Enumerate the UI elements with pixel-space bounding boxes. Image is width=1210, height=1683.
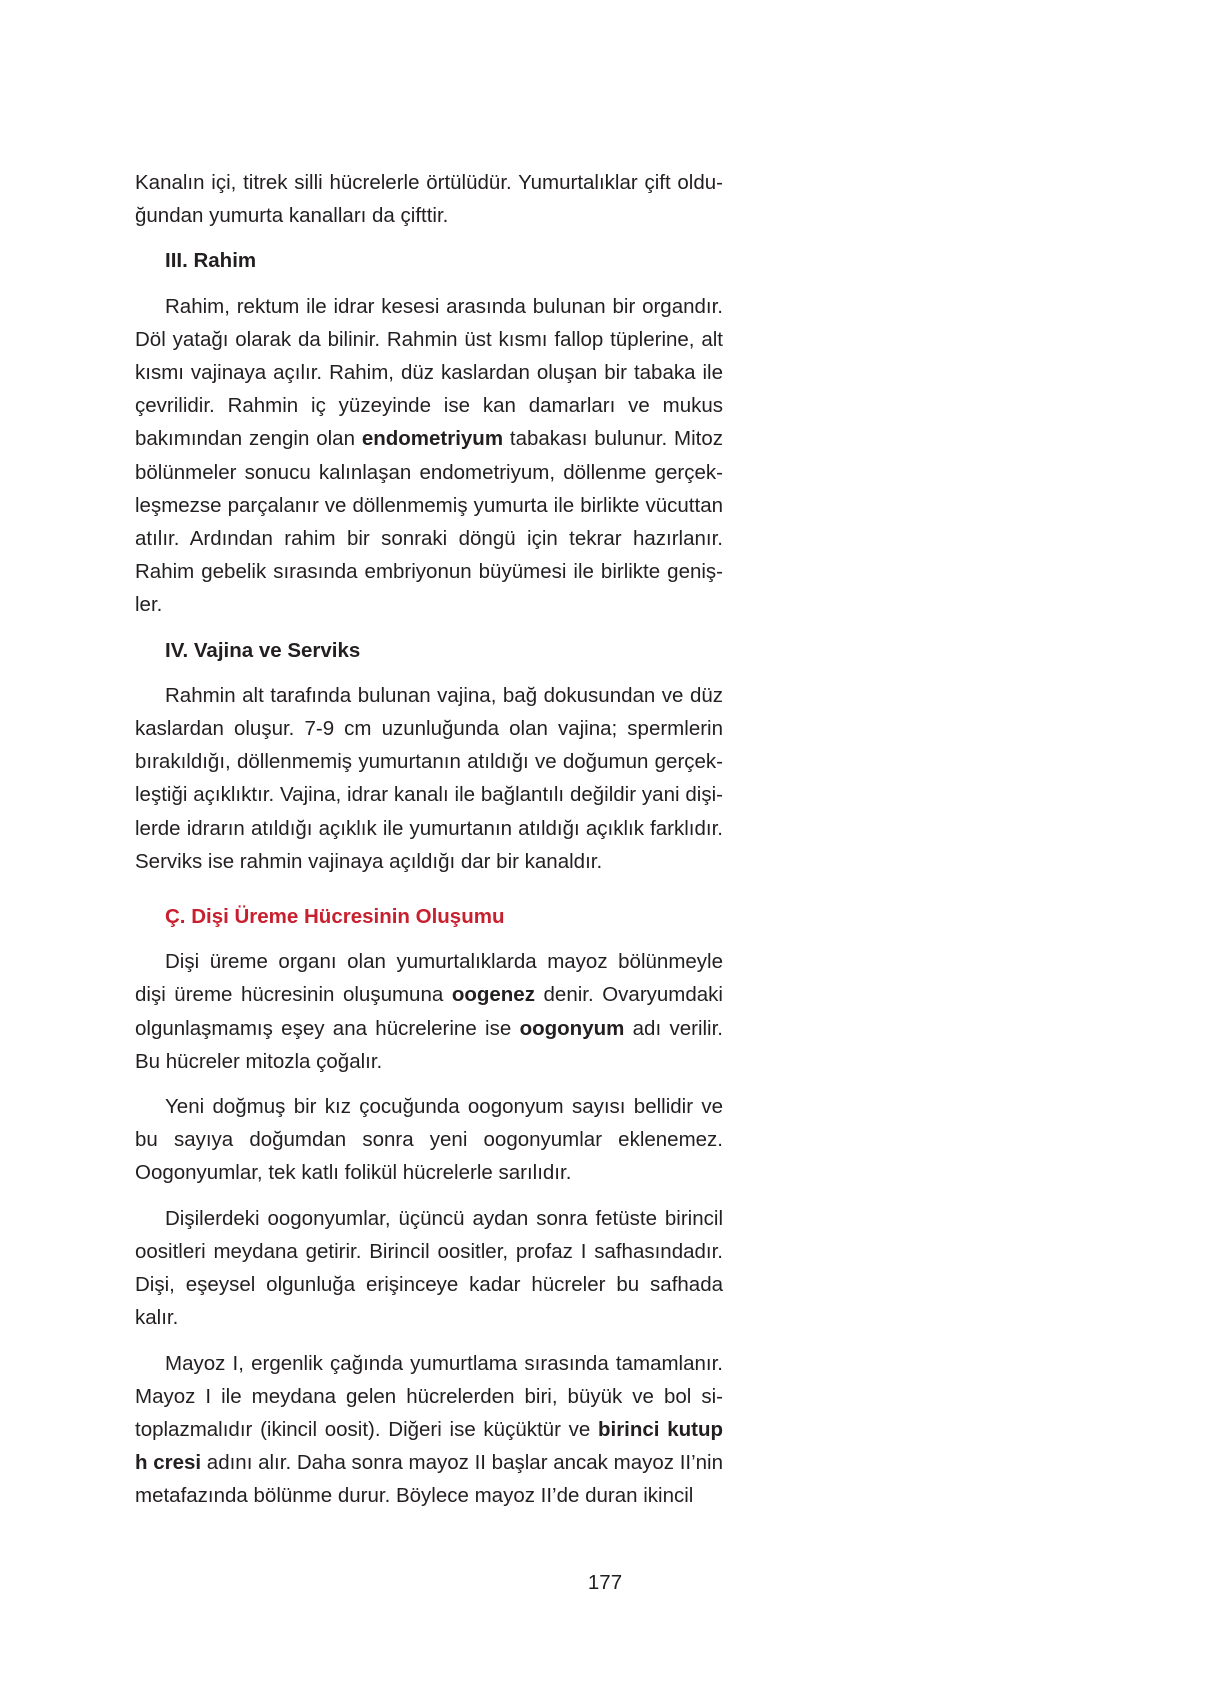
paragraph-vajina: Rahmin alt tarafında bulunan vajina, bağ dokusundan ve düz kaslardan oluşur. 7-9 cm uzunluğunda olan vajina; spermlerin bırakıldığı, döllenmemiş yumurtanın atıldığı ve doğumun gerçekleştiği açıklıktır. Vajina, idrar kanalı ile bağlantılı değildir yani dişilerde idrarın atıldığı açıklık ile yumurtanın atıldığı açıklık farklıdır. Serviks ise rahmin vajinaya açıldığı dar bir kanaldır. [135, 683, 723, 873]
paragraph-mayoz-text-b: adını alır. Daha sonra mayoz II başlar ancak mayoz II’nin metafazında bölünme durur. Böylece mayoz II’de duran ikincil [135, 1451, 723, 1508]
intro-paragraph: Kanalın içi, titrek silli hücrelerle örtülüdür. Yumurtalıklar çift olduğundan yumurta kanalları da çifttir. [135, 171, 723, 228]
paragraph-rahim-text-b: tabakası bulunur. Mitoz bölünmeler sonucu kalınlaşan endometriyum, döllenme gerçekleşmezse parçalanır ve döllenmemiş yumurta ile birlikte vücuttan atılır. Ardından rahim bir sonraki döngü için tekrar hazırlanır. Rahim gebelik sırasında embriyonun büyümesi ile birlikte genişler. [135, 427, 723, 617]
paragraph-oogenez-text-a: Dişi üreme organı olan yumurtalıklarda mayoz bölünmeyle dişi üreme hücresinin oluşumuna [135, 950, 723, 1007]
heading-rahim: III. Rahim [165, 249, 257, 273]
paragraph-oogenez-text-c: adı verilir. Bu hücreler mitozla çoğalır. [135, 1016, 724, 1073]
term-oogonyum: oogonyum [519, 1016, 625, 1040]
section-heading-disi-ureme: Ç. Dişi Üreme Hücresinin Oluşumu [165, 905, 505, 929]
heading-vajina-serviks: IV. Vajina ve Serviks [165, 638, 361, 662]
term-endometriyum: endometriyum [361, 427, 504, 451]
text-column [135, 166, 723, 1525]
paragraph-mayoz [135, 1347, 723, 1513]
term-birinci-kutup-hucresi: birinci kutup h cresi [135, 1417, 723, 1475]
paragraph-mayoz-text-a: Mayoz I, ergenlik çağında yumurtlama sırasında tamamlanır. Mayoz I ile meydana gelen hücrelerden biri, büyük ve bol sitoplazmalıdır (ikincil oosit). Diğeri ise küçüktür ve [135, 1351, 723, 1441]
paragraph-rahim-text-a: Rahim, rektum ile idrar kesesi arasında bulunan bir organdır. Döl yatağı olarak da bilinir. Rahmin üst kısmı fallop tüplerine, alt kısmı vajinaya açılır. Rahim, düz kaslardan oluşan bir tabaka ile çevrilidir. Rahmin iç yüzeyinde ise kan damarları ve mukus bakımından zengin olan [135, 294, 723, 451]
paragraph-oogenez-text-b: denir. Ovaryumdaki olgunlaşmamış eşey ana hücrelerine ise [135, 983, 723, 1040]
paragraph-oogenez [135, 945, 723, 1078]
paragraph-oogonyum-sayisi: Yeni doğmuş bir kız çocuğunda oogonyum sayısı bellidir ve bu sayıya doğumdan sonra yeni oogonyumlar eklenemez. Oogonyumlar, tek katlı folikül hücrelerle sarılıdır. [135, 1095, 723, 1185]
term-oogenez: oogenez [451, 983, 535, 1007]
page-number: 177 [587, 1571, 623, 1594]
paragraph-birincil-oosit: Dişilerdeki oogonyumlar, üçüncü aydan sonra fetüste birincil oositleri meydana getirir. Birincil oositler, profaz I safhasındadır. Dişi, eşeysel olgunluğa erişinceye kadar hücreler bu safhada kalır. [135, 1206, 723, 1330]
paragraph-rahim [135, 290, 723, 622]
